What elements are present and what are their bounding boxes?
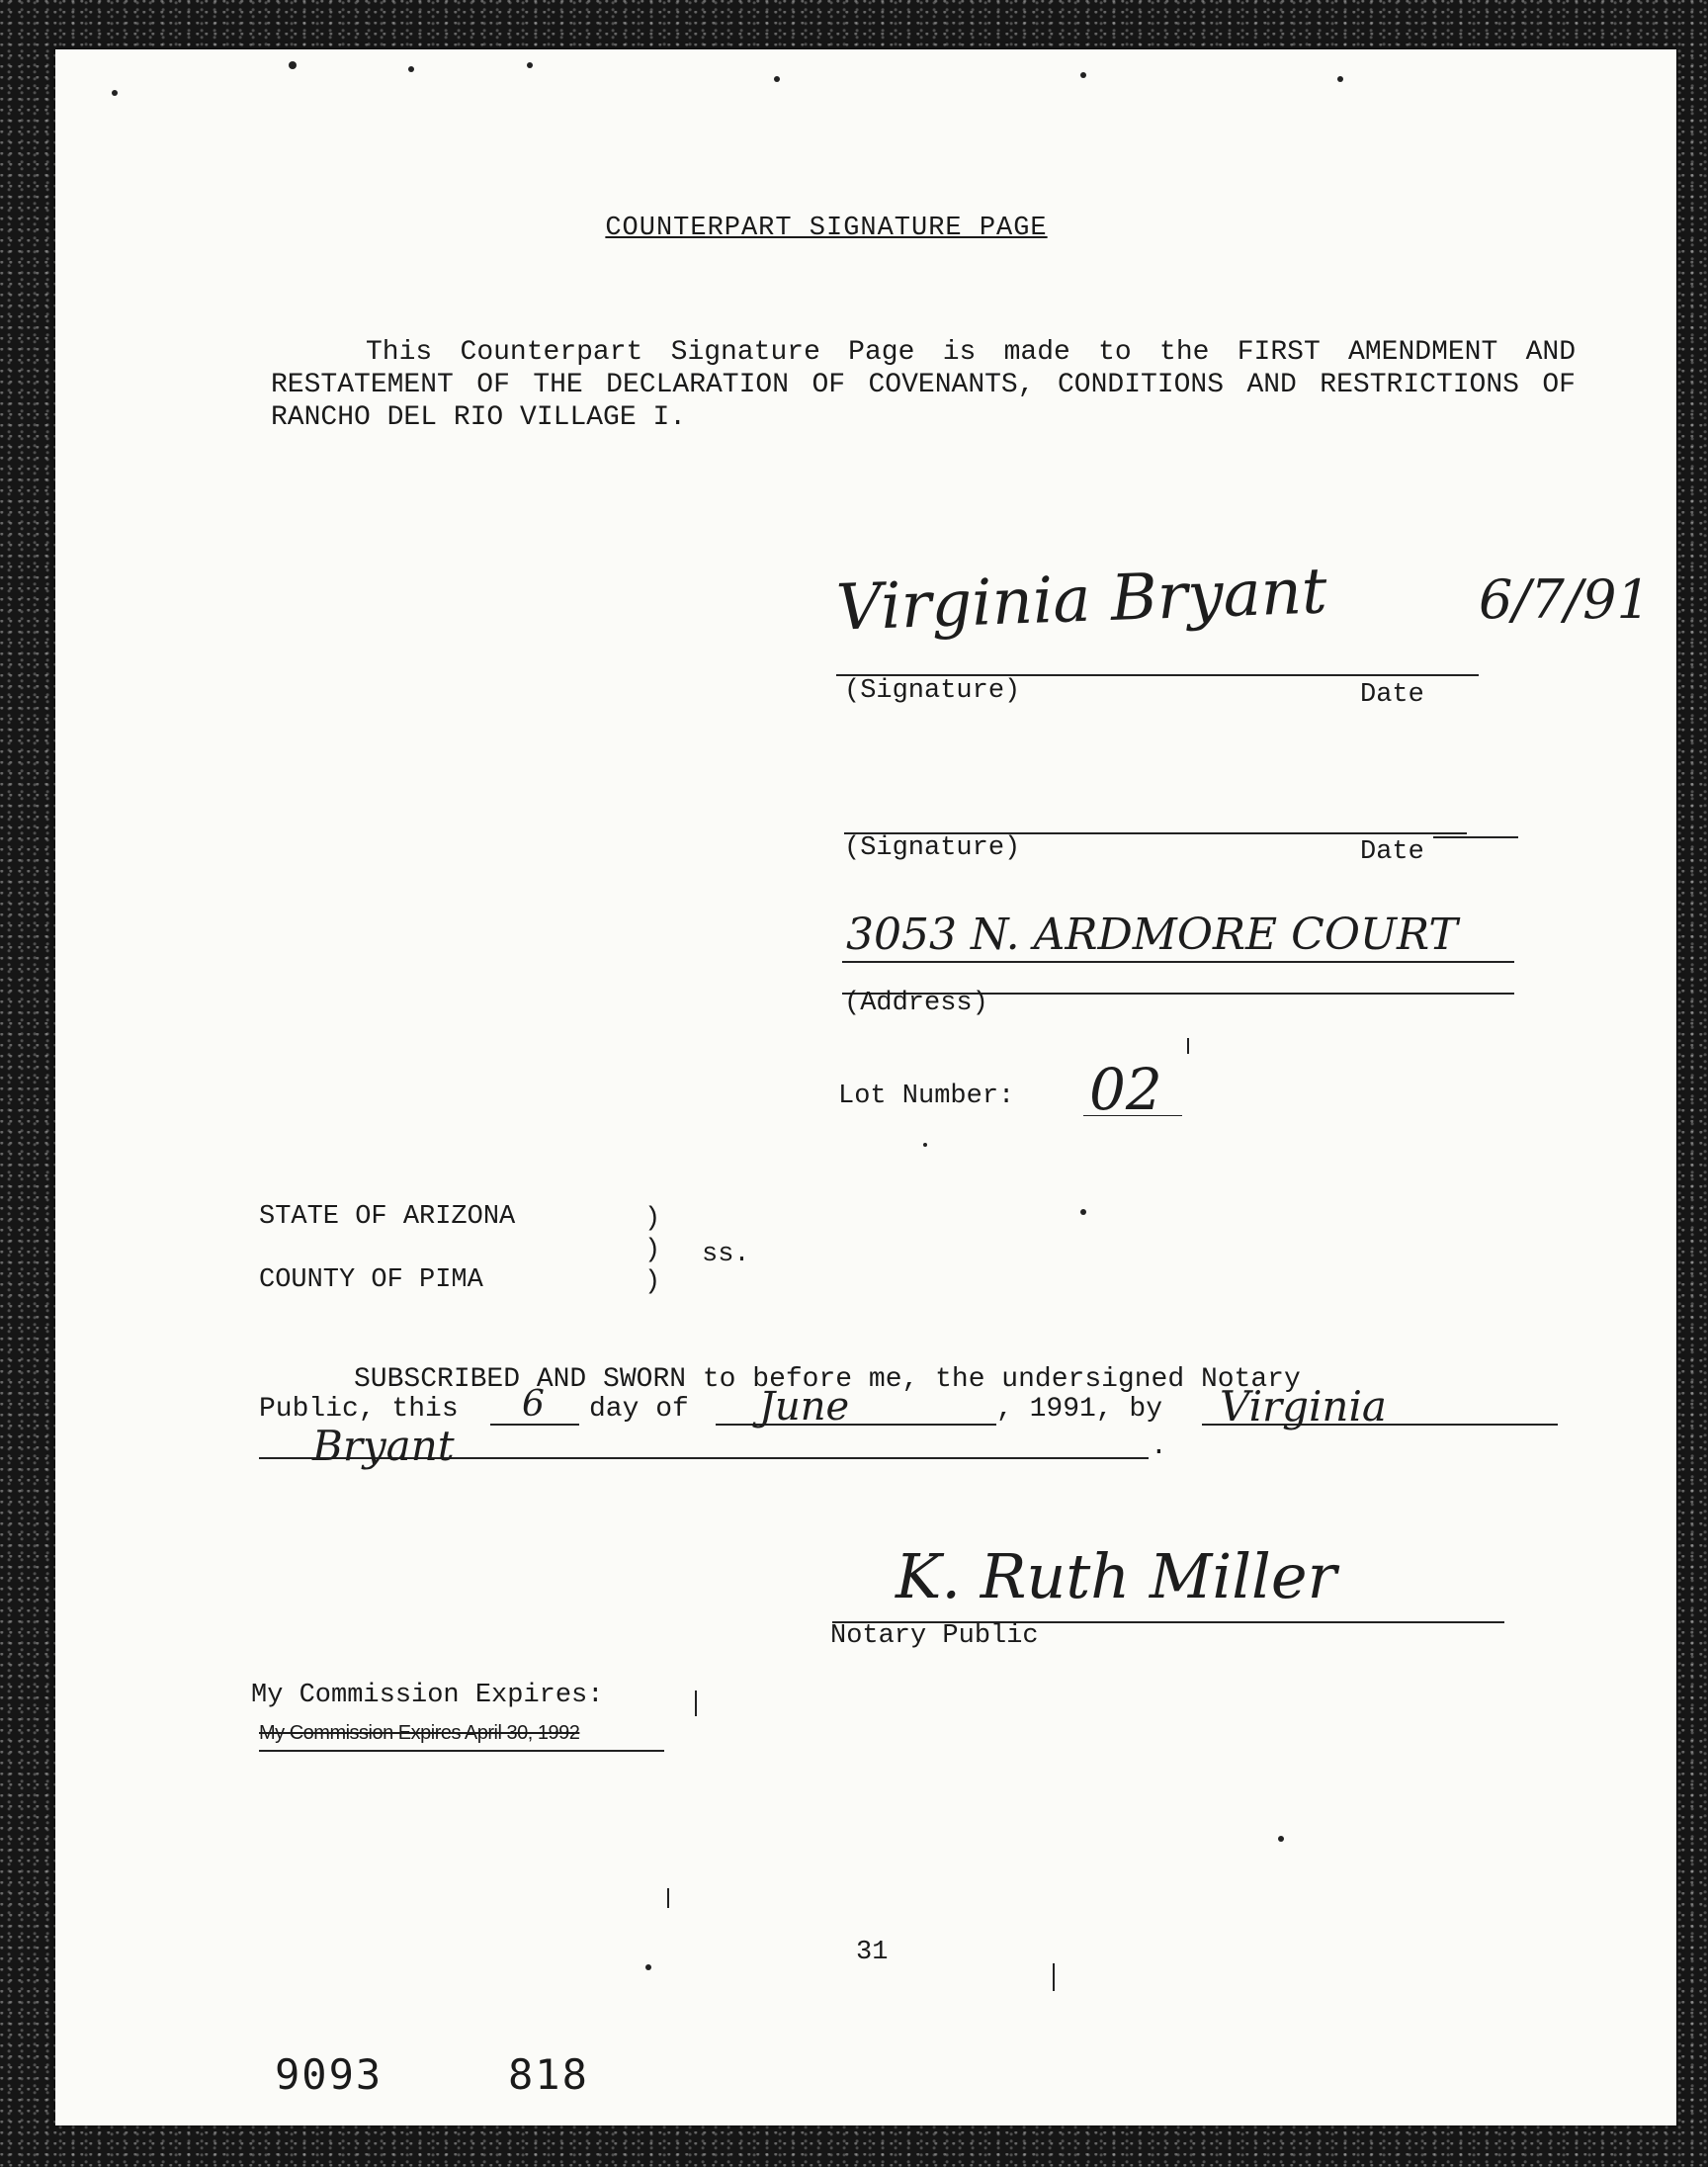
notary-signature: K. Ruth Miller bbox=[896, 1540, 1337, 1612]
closing-period: . bbox=[1151, 1431, 1167, 1462]
subscribed-line-2-a: Public, this bbox=[259, 1394, 459, 1425]
date-label-2: Date bbox=[1360, 837, 1424, 867]
document-title: COUNTERPART SIGNATURE PAGE bbox=[605, 214, 1048, 243]
county-label: COUNTY OF PIMA bbox=[259, 1265, 483, 1295]
handwritten-name-first: Virginia bbox=[1220, 1382, 1387, 1430]
subscribed-line-2-b: day of bbox=[589, 1394, 689, 1425]
handwritten-day: 6 bbox=[522, 1384, 545, 1425]
footer-page-number: 818 bbox=[508, 2050, 589, 2099]
scan-noise bbox=[55, 49, 1676, 2125]
handwritten-month: June bbox=[759, 1384, 850, 1430]
date-label-1: Date bbox=[1360, 680, 1424, 710]
venue-paren-2: ) bbox=[644, 1236, 661, 1265]
handwritten-address: 3053 N. ARDMORE COURT bbox=[846, 910, 1458, 960]
footer-book-number: 9093 bbox=[275, 2050, 384, 2099]
ss-label: ss. bbox=[702, 1240, 750, 1269]
handwritten-lot-number: 02 bbox=[1089, 1056, 1162, 1123]
venue-paren-1: ) bbox=[644, 1204, 661, 1234]
address-label: (Address) bbox=[844, 989, 988, 1018]
notary-label: Notary Public bbox=[830, 1621, 1039, 1651]
handwritten-signature-1: Virginia Bryant bbox=[834, 555, 1328, 646]
venue-paren-3: ) bbox=[644, 1267, 661, 1297]
document-page bbox=[55, 49, 1676, 2125]
handwritten-name-last: Bryant bbox=[312, 1422, 455, 1470]
signature-label-2: (Signature) bbox=[844, 833, 1021, 863]
signature-label-1: (Signature) bbox=[844, 676, 1021, 706]
subscribed-line-2-c: , 1991, by bbox=[996, 1394, 1163, 1425]
intro-paragraph: This Counterpart Signature Page is made to the FIRST AMENDMENT AND RESTATEMENT OF THE DECLARATION OF COVENANTS, CONDITIONS AND RESTRICTIONS OF RANCHO DEL RIO VILLAGE I. bbox=[271, 337, 1576, 433]
subscribed-line-1: SUBSCRIBED AND SWORN to before me, the undersigned Notary bbox=[354, 1364, 1301, 1395]
state-label: STATE OF ARIZONA bbox=[259, 1202, 516, 1232]
handwritten-date-1: 6/7/91 bbox=[1479, 568, 1651, 631]
commission-stamp: My Commission Expires April 30, 1992 bbox=[259, 1722, 580, 1744]
lot-number-label: Lot Number: bbox=[838, 1082, 1015, 1111]
commission-label: My Commission Expires: bbox=[251, 1681, 604, 1710]
page-number: 31 bbox=[856, 1938, 889, 1967]
